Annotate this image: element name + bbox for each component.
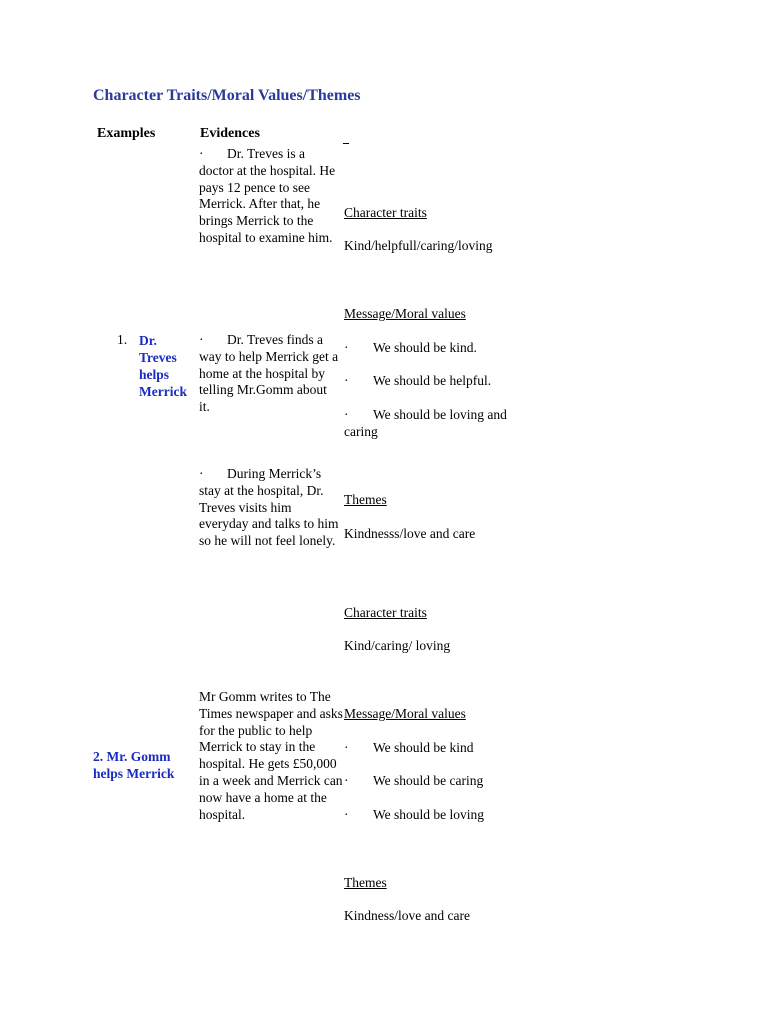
- example1-message-heading: Message/Moral values: [344, 306, 466, 321]
- message-text: We should be loving: [373, 807, 485, 822]
- example1-label-line: Merrick: [139, 384, 187, 399]
- bullet: ·: [199, 466, 204, 481]
- example2-label: [93, 748, 174, 782]
- example1-number: 1.: [117, 332, 128, 347]
- bullet: ·: [344, 740, 349, 755]
- examples-header: Examples: [97, 126, 156, 141]
- evidences-header: Evidences: [200, 126, 260, 141]
- example1-message: [344, 340, 477, 357]
- example1-message: [344, 407, 507, 424]
- example2-themes: Kindness/love and care: [344, 908, 470, 923]
- example1-message: [344, 373, 491, 390]
- example2-evidence: Mr Gomm writes to The Times newspaper and asks for the public to help Merrick to stay in the hospital. He gets £50,000 in a week and Merrick can now have a home at the hospital.: [199, 689, 343, 822]
- example1-character-traits: Kind/helpfull/caring/loving: [344, 238, 493, 253]
- example1-themes-heading: Themes: [344, 492, 387, 507]
- column-marker: [343, 143, 349, 144]
- bullet: ·: [344, 340, 349, 355]
- bullet: ·: [199, 146, 204, 161]
- page-title: Character Traits/Moral Values/Themes: [93, 87, 361, 104]
- example1-evidence-2: [199, 332, 341, 416]
- example2-character-traits-heading: Character traits: [344, 605, 427, 620]
- example2-themes-heading: Themes: [344, 875, 387, 890]
- message-text: We should be loving and: [373, 407, 507, 422]
- evidence-text: Dr. Treves finds a way to help Merrick get a home at the hospital by telling Mr.Gomm about it.: [199, 332, 339, 415]
- example1-character-traits-heading: Character traits: [344, 205, 427, 220]
- example2-message: [344, 773, 483, 790]
- example1-evidence-3: [199, 466, 341, 550]
- evidence-text: Dr. Treves is a doctor at the hospital. He pays 12 pence to see Merrick. After that, he brings Merrick to the hospital to examine him.: [199, 146, 336, 245]
- example2-label-line: 2. Mr. Gomm: [93, 749, 171, 764]
- bullet: ·: [344, 407, 349, 422]
- bullet: ·: [199, 332, 204, 347]
- example1-label-line: Treves: [139, 350, 177, 365]
- example1-evidence-1: [199, 146, 341, 247]
- example2-message: [344, 740, 474, 757]
- example1-message-continuation: caring: [344, 424, 378, 439]
- example2-label-line: helps Merrick: [93, 766, 175, 781]
- example2-message-heading: Message/Moral values: [344, 706, 466, 721]
- message-text: We should be kind: [373, 740, 474, 755]
- bullet: ·: [344, 773, 349, 788]
- example1-themes: Kindnesss/love and care: [344, 526, 476, 541]
- example1-label: [139, 332, 187, 400]
- example1-label-line: Dr.: [139, 333, 157, 348]
- bullet: ·: [344, 373, 349, 388]
- example1-label-line: helps: [139, 367, 170, 382]
- bullet: ·: [344, 807, 349, 822]
- evidence-text: During Merrick’s stay at the hospital, Dr. Treves visits him everyday and talks to him so he will not feel lonely.: [199, 466, 339, 549]
- example2-message: [344, 807, 484, 824]
- message-text: We should be helpful.: [373, 373, 492, 388]
- example2-character-traits: Kind/caring/ loving: [344, 638, 451, 653]
- message-text: We should be kind.: [373, 340, 477, 355]
- message-text: We should be caring: [373, 773, 484, 788]
